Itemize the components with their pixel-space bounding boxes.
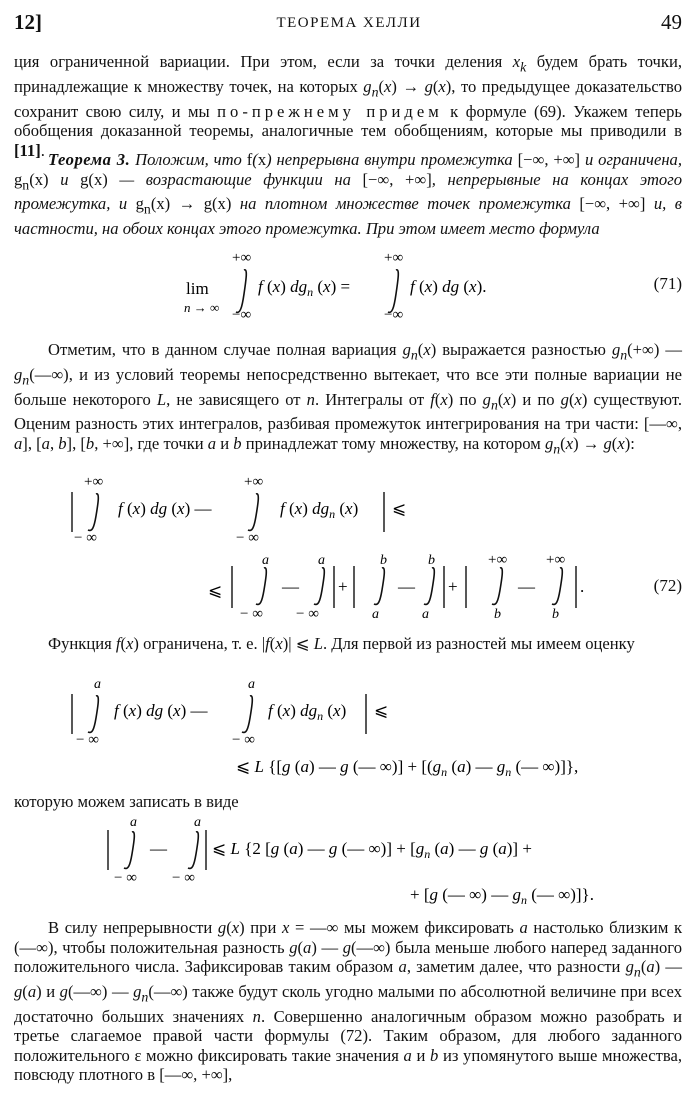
svg-text:f (x) dg (x).: f (x) dg (x). [410,277,487,296]
svg-text:⩽: ⩽ [208,581,223,600]
svg-text:n → ∞: n → ∞ [184,300,220,315]
equation-rewritten-estimate [0,816,698,910]
svg-text:b: b [552,607,559,622]
svg-text:—: — [282,577,299,596]
svg-text:—: — [518,577,535,596]
paragraph-continuation: ция ограниченной вариации. При этом, если за точки деления $x_k$ будем брать точки, принадлежащие к множеству точек, на которых $g_n(x) \to g(x)$, то предыдущее доказательство сохранит свою силу, и мы по-прежнему придем к формуле (69). Укажем теперь обобщения доказанной теоремы, аналогичные тем обобщениям, которые мы приводили в [11]. [14,52,682,160]
svg-text:+: + [448,577,458,596]
svg-text:a: a [262,553,269,568]
equation-72 [0,472,698,622]
svg-text:⩽: ⩽ [392,499,407,518]
theorem-name: Теорема 3. [48,150,131,169]
svg-text:.: . [580,577,585,596]
svg-text:b: b [380,553,387,568]
svg-text:− ∞: − ∞ [74,530,97,546]
svg-text:+∞: +∞ [232,250,252,266]
equation-first-estimate-svg [0,676,698,788]
svg-text:f (x) dg (x) —: f (x) dg (x) — [114,701,208,720]
svg-text:a: a [318,553,325,568]
equation-rewritten-estimate-svg [0,816,698,910]
equation-first-estimate [0,676,698,788]
svg-text:⩽ L {[g (a) — g (— ∞)] + [(gn: ⩽ L {[g (a) — g (— ∞)] + [($g_n$ (a) — $g_n$ (— ∞)]}, [236,757,579,779]
svg-text:a: a [248,677,255,692]
svg-text:b: b [494,607,501,622]
svg-text:f (x) dgn (x): f (x) $dg_n$ (x) [268,701,347,723]
svg-text:a: a [372,607,379,622]
svg-text:− ∞: − ∞ [76,732,99,748]
svg-text:⩽: ⩽ [374,701,389,720]
svg-text:—: — [150,839,167,858]
paragraph-rewrite: которую можем записать в виде [14,792,239,811]
svg-text:+∞: +∞ [546,552,566,568]
svg-text:⩽ L {2 [g (a) — g (— ∞)] + [gn: ⩽ L {2 [g (a) — g (— ∞)] + [$g_n$ (a) — g (a)] + [212,839,532,861]
paragraph-continuity: В силу непрерывности g(x) при x = —∞ мы можем фиксировать a настолько близким к (—∞), чтобы положительная разность g(a) — g(—∞) была меньше любого наперед заданного положительного числа. Зафиксировав таким образом a, заметим далее, что разности $g_n(a)$ — g(a) и g(—∞) — $g_n(—\infty)$ также будут сколь угодно малыми по абсолютной величине при всех достаточно больших значениях n. Совершенно аналогичным образом можно разобрать и третье слагаемое правой части формулы (72). Таким образом, для любого заданного положительного ε можно фиксировать такие значения a и b из упомянутого выше множества, повсюду плотного в [—∞, +∞], [14,918,683,1085]
svg-text:a: a [94,677,101,692]
page-number: 49 [661,10,682,34]
equation-71 [0,250,698,322]
running-title: ТЕОРЕМА ХЕЛЛИ [276,15,422,31]
svg-text:a: a [194,816,201,830]
svg-text:f (x) dg (x) —: f (x) dg (x) — [118,499,212,518]
equation-71-svg [0,250,698,322]
svg-text:+∞: +∞ [244,474,264,490]
svg-text:+∞: +∞ [384,250,404,266]
svg-text:a: a [130,816,137,830]
svg-text:—: — [398,577,415,596]
svg-text:−∞: −∞ [232,307,252,322]
svg-text:− ∞: − ∞ [236,530,259,546]
svg-text:lim: lim [186,279,209,298]
section-number: 12] [14,10,42,34]
paragraph-bounded: Функция f(x) ограничена, т. е. |f(x)| ⩽ L. Для первой из разностей мы имеем оценку [48,634,635,653]
svg-text:a: a [422,607,429,622]
page-header [14,10,684,36]
svg-text:− ∞: − ∞ [296,606,319,622]
equation-72-svg [0,472,698,622]
equation-71-number: (71) [653,274,682,293]
equation-72-number: (72) [653,576,682,595]
svg-text:f (x) dgn (x): f (x) $dg_n$ (x) [280,499,359,521]
svg-text:b: b [428,553,435,568]
svg-text:− ∞: − ∞ [232,732,255,748]
svg-text:+ [g (— ∞) — gn (— ∞)]}.: + [g (— ∞) — $g_n$ (— ∞)]}. [410,885,594,907]
theorem-3: Теорема 3. Положим, что f(x) непрерывна внутри промежутка [−∞, +∞] и ограничена, $g_n(x)$ и g(x) — возрастающие функции на [−∞, +∞], непрерывные на концах этого промежутка, и $g_n(x) \to g(x)$ на плотном множестве точек промежутка [−∞, +∞] и, в частности, на обоих концах этого промежутка. При этом имеет место формула [14,150,682,239]
svg-text:−∞: −∞ [384,307,404,322]
paragraph-variation: Отметим, что в данном случае полная вариация $g_n(x)$ выражается разностью $g_n(+\infty)$ — $g_n(—\infty)$, и из условий теоремы непосредственно вытекает, что все эти полные вариации не больше некоторого L, не зависящего от n. Интегралы от f(x) по $g_n(x)$ и по g(x) существуют. Оценим разность этих интегралов, разбивая промежуток интегрирования на три части: [—∞, a], [a, b], [b, +∞], где точки a и b принадлежат тому множеству, на котором $g_n(x) \to g(x)$: [14,340,683,457]
svg-text:− ∞: − ∞ [240,606,263,622]
svg-text:+∞: +∞ [488,552,508,568]
svg-text:f (x) dgn (x) =: f (x) $dg_n$ (x) = [258,277,351,299]
svg-text:+∞: +∞ [84,474,104,490]
svg-text:+: + [338,577,348,596]
svg-text:− ∞: − ∞ [172,870,195,886]
svg-text:− ∞: − ∞ [114,870,137,886]
